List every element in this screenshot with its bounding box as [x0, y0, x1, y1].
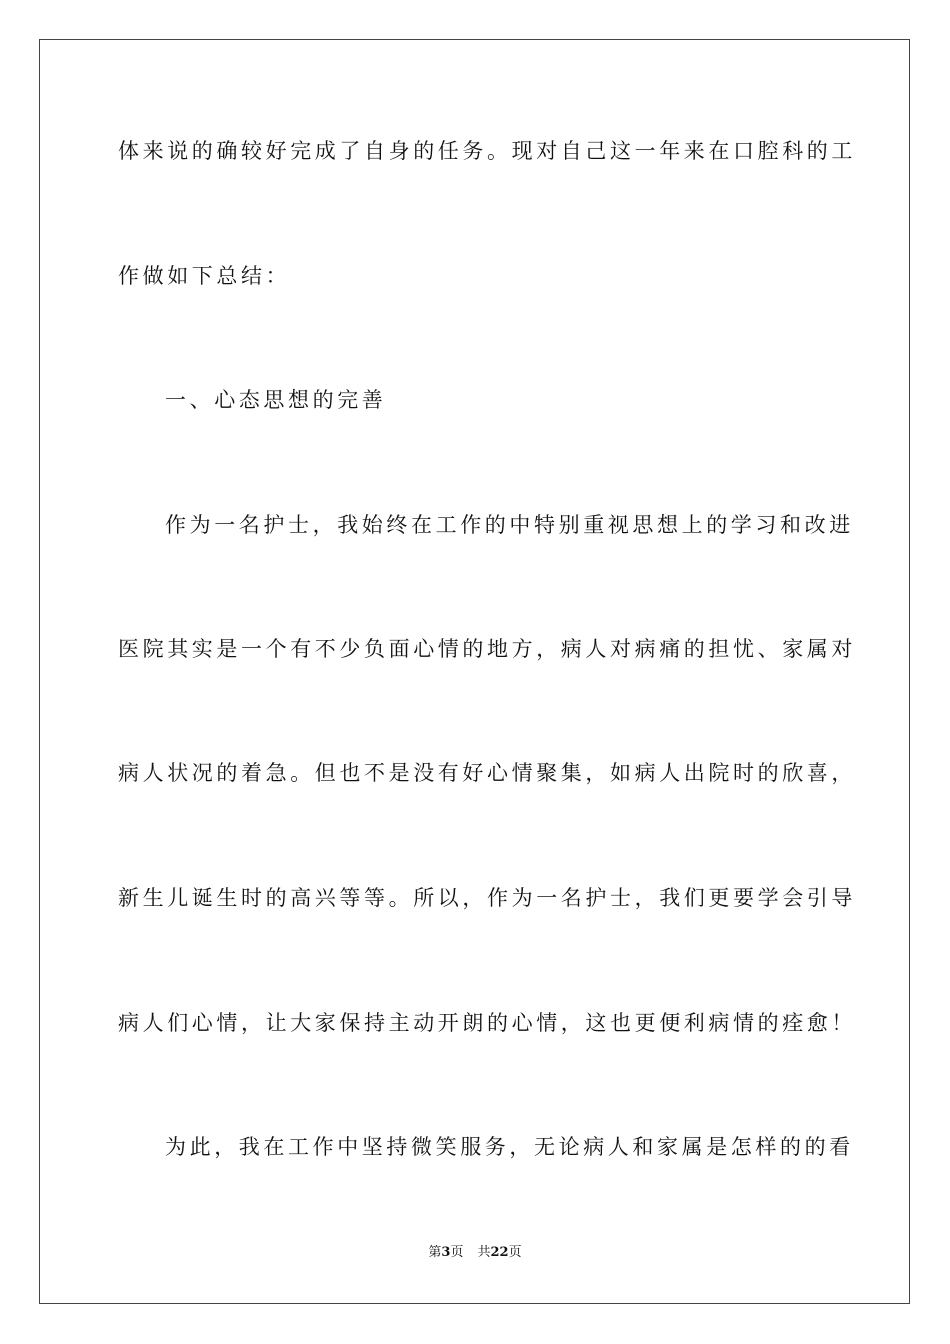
body-line-2: 作做如下总结： — [118, 264, 291, 288]
body-line-4: 医院其实是一个有不少负面心情的地方，病人对病痛的担忧、家属对 — [118, 637, 856, 661]
body-line-5: 病人状况的着急。但也不是没有好心情聚集，如病人出院时的欣喜， — [118, 761, 856, 785]
footer-total-prefix: 共 — [477, 1245, 491, 1260]
body-line-3: 作为一名护士，我始终在工作的中特别重视思想上的学习和改进 — [165, 513, 854, 537]
section-heading: 一、心态思想的完善 — [165, 388, 387, 412]
footer-total-pages: 22 — [490, 1245, 509, 1260]
footer-page-suffix: 页 — [450, 1245, 464, 1260]
footer-total-suffix: 页 — [508, 1245, 522, 1260]
body-line-6: 新生儿诞生时的高兴等等。所以，作为一名护士，我们更要学会引导 — [118, 886, 856, 910]
body-line-8: 为此，我在工作中坚持微笑服务，无论病人和家属是怎样的的看 — [165, 1135, 854, 1159]
footer-page-prefix: 第 — [428, 1245, 442, 1260]
body-line-7: 病人们心情，让大家保持主动开朗的心情，这也更便利病情的痊愈！ — [118, 1011, 856, 1035]
page-footer — [0, 1244, 950, 1262]
page-border — [39, 39, 910, 1304]
footer-page-number: 3 — [441, 1245, 451, 1260]
body-line-1: 体来说的确较好完成了自身的任务。现对自己这一年来在口腔科的工 — [118, 139, 856, 163]
